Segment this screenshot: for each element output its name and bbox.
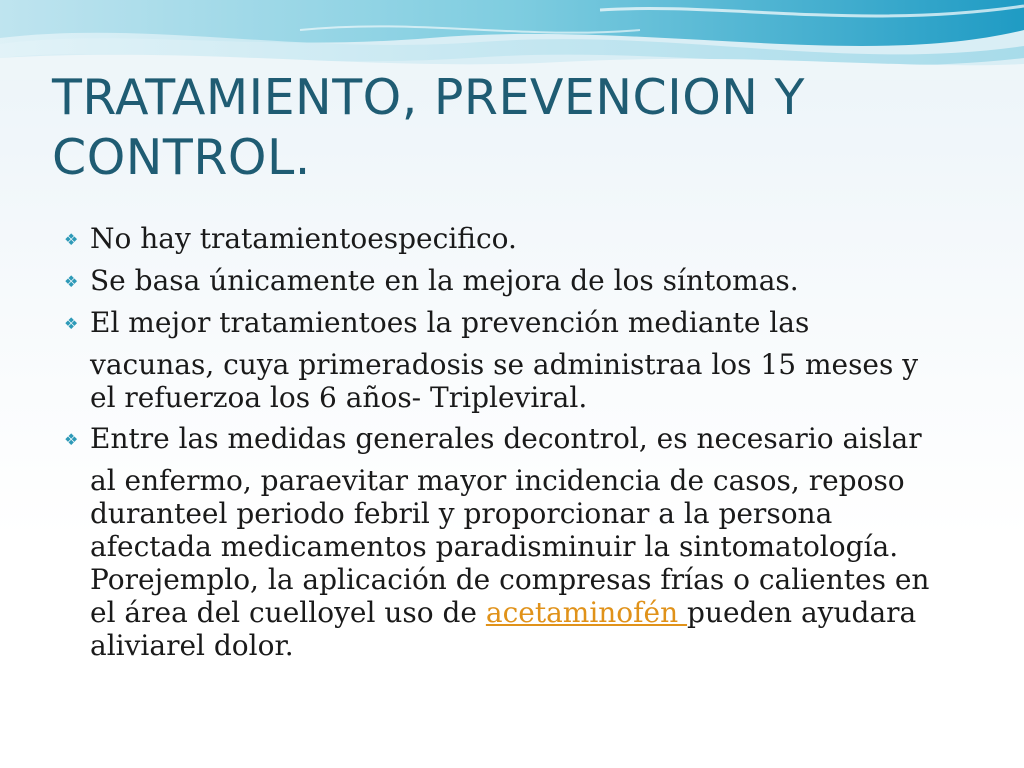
bullet-text: el área del cuelloyel uso de (90, 596, 486, 629)
bullet-text: Porejemplo, la aplicación de compresas frías o calientes en (90, 563, 930, 596)
bullet-text: No hay tratamientoespecifico. (90, 222, 517, 255)
bullet-text: Se basa únicamente en la mejora de los síntomas. (90, 264, 799, 297)
bullet-item-4 (62, 422, 982, 662)
slide-title (52, 68, 952, 188)
bullet-item-2 (62, 264, 982, 298)
title-line-1: TRATAMIENTO, PREVENCION Y (52, 69, 805, 126)
bullet-text: al enfermo, paraevitar mayor incidencia de casos, reposo (90, 464, 905, 497)
bullet-text: duranteel periodo febril y proporcionar a la persona (90, 497, 833, 530)
diamond-bullet-icon: ❖ (64, 430, 79, 449)
bullet-text: Entre las medidas generales decontrol, es necesario aislar (90, 422, 922, 455)
diamond-bullet-icon: ❖ (64, 230, 79, 249)
bullet-text: El mejor tratamientoes la prevención mediante las (90, 306, 810, 339)
diamond-bullet-icon: ❖ (64, 272, 79, 291)
bullet-text-with-link (90, 596, 982, 629)
title-line-2: CONTROL. (52, 129, 311, 186)
bullet-text: vacunas, cuya primeradosis se administraa los 15 meses y (90, 348, 919, 381)
bullet-list (62, 222, 982, 670)
diamond-bullet-icon: ❖ (64, 314, 79, 333)
bullet-item-1 (62, 222, 982, 256)
bullet-text: el refuerzoa los 6 años- Tripleviral. (90, 381, 588, 414)
bullet-text: pueden ayudara (687, 596, 917, 629)
bullet-text: afectada medicamentos paradisminuir la sintomatología. (90, 530, 899, 563)
bullet-text: aliviarel dolor. (90, 629, 294, 662)
bullet-item-3 (62, 306, 982, 414)
acetaminofen-link[interactable]: acetaminofén (485, 596, 688, 629)
